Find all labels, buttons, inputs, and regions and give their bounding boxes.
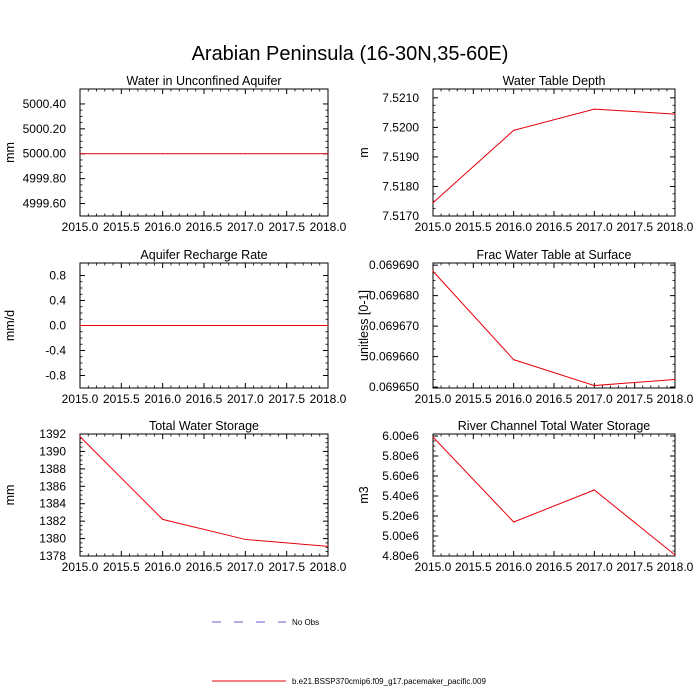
data-point	[327, 153, 328, 154]
data-point	[162, 519, 163, 520]
x-tick-label: 2018.0	[309, 392, 347, 406]
x-tick-label: 2017.5	[268, 392, 306, 406]
y-tick-label: 1390	[39, 444, 66, 459]
x-tick-label: 2017.5	[616, 560, 654, 574]
plot-frame	[433, 89, 675, 216]
x-tick-label: 2015.0	[61, 560, 99, 574]
legend-label: b.e21.BSSP370cmip6.f09_g17.pacemaker_pacific.009	[292, 677, 486, 686]
x-tick-label: 2017.5	[616, 392, 654, 406]
series-line	[433, 109, 675, 203]
data-point	[513, 130, 514, 131]
data-point	[327, 325, 328, 326]
series-line	[433, 437, 675, 555]
y-tick-label: 5.40e6	[382, 489, 419, 503]
data-point	[594, 108, 595, 109]
x-tick-label: 2015.5	[454, 560, 492, 574]
chart-panel	[3, 74, 347, 234]
data-point	[245, 539, 246, 540]
y-tick-label: 0.8	[49, 268, 66, 283]
panel-title: Water in Unconfined Aquifer	[126, 74, 282, 88]
data-point	[162, 325, 163, 326]
data-point	[594, 489, 595, 490]
y-tick-label: 5.80e6	[382, 449, 419, 463]
y-tick-label: 4999.80	[22, 171, 66, 186]
y-tick-label: 5000.20	[22, 121, 66, 136]
y-tick-label: 5.00e6	[382, 529, 419, 543]
y-tick-label: 4999.60	[22, 196, 66, 211]
figure-title: Arabian Peninsula (16-30N,35-60E)	[191, 43, 509, 65]
x-tick-label: 2017.0	[226, 560, 264, 574]
chart-panel	[357, 419, 694, 574]
x-tick-label: 2017.0	[226, 220, 264, 234]
y-axis-label: mm/d	[3, 309, 17, 342]
data-point	[432, 271, 433, 272]
chart-panel	[3, 248, 347, 406]
y-axis-label: m	[357, 147, 371, 158]
y-tick-label: 1386	[39, 479, 66, 494]
x-tick-label: 2015.0	[414, 392, 452, 406]
x-tick-label: 2016.0	[495, 560, 533, 574]
y-tick-label: 1392	[39, 427, 66, 441]
y-tick-label: -0.8	[45, 368, 66, 383]
data-point	[674, 379, 675, 380]
series-line	[433, 271, 675, 385]
chart-panel	[357, 248, 694, 406]
y-tick-label: 0.4	[49, 293, 66, 308]
x-tick-label: 2016.0	[144, 392, 182, 406]
y-tick-label: 5.20e6	[382, 509, 419, 523]
y-tick-label: 1380	[39, 531, 66, 546]
y-tick-label: 7.5180	[382, 179, 419, 194]
y-tick-label: 0.069670	[368, 319, 419, 334]
data-point	[162, 153, 163, 154]
y-tick-label: 1382	[39, 514, 66, 529]
panel-title: Total Water Storage	[148, 419, 260, 433]
y-axis-label: m3	[357, 486, 371, 504]
y-axis-label: unitless [0-1]	[357, 290, 371, 361]
data-point	[327, 546, 328, 547]
chart-panels	[3, 74, 694, 574]
y-tick-label: 1384	[39, 496, 66, 511]
data-point	[432, 202, 433, 203]
x-tick-label: 2015.0	[61, 392, 99, 406]
y-tick-label: 0.069650	[368, 380, 419, 395]
y-tick-label: 0.0	[49, 318, 66, 333]
x-tick-label: 2018.0	[656, 220, 694, 234]
y-tick-label: 7.5200	[382, 120, 419, 135]
chart-panel	[357, 74, 694, 234]
data-point	[674, 554, 675, 555]
y-tick-label: 0.069690	[368, 258, 419, 273]
x-tick-label: 2016.0	[144, 560, 182, 574]
panel-title: River Channel Total Water Storage	[457, 419, 651, 433]
y-tick-label: 5000.00	[22, 146, 66, 161]
data-point	[513, 521, 514, 522]
data-point	[594, 385, 595, 386]
x-tick-label: 2016.5	[185, 560, 223, 574]
x-tick-label: 2015.0	[414, 220, 452, 234]
panel-title: Aquifer Recharge Rate	[140, 248, 268, 262]
y-tick-label: 1388	[39, 461, 66, 476]
y-tick-label: -0.4	[45, 343, 66, 358]
plot-frame	[80, 89, 328, 216]
plot-frame	[433, 263, 675, 388]
legend-label: No Obs	[292, 618, 320, 627]
data-point	[245, 325, 246, 326]
y-axis-label: mm	[3, 142, 17, 163]
x-tick-label: 2015.5	[102, 220, 140, 234]
y-tick-label: 0.069680	[368, 288, 419, 303]
panel-title: Water Table Depth	[502, 74, 606, 88]
x-tick-label: 2015.5	[102, 392, 140, 406]
y-tick-label: 7.5170	[382, 209, 419, 223]
x-tick-label: 2017.5	[616, 220, 654, 234]
x-tick-label: 2017.0	[575, 220, 613, 234]
panel-title: Frac Water Table at Surface	[476, 248, 632, 262]
data-point	[79, 436, 80, 437]
x-tick-label: 2015.5	[454, 392, 492, 406]
x-tick-label: 2017.0	[575, 560, 613, 574]
x-tick-label: 2015.0	[61, 220, 99, 234]
data-point	[245, 153, 246, 154]
series-line	[80, 437, 328, 547]
x-tick-label: 2016.5	[535, 220, 573, 234]
x-tick-label: 2016.5	[535, 392, 573, 406]
x-tick-label: 2016.0	[144, 220, 182, 234]
x-tick-label: 2016.0	[495, 220, 533, 234]
x-tick-label: 2015.0	[414, 560, 452, 574]
x-tick-label: 2018.0	[309, 560, 347, 574]
x-tick-label: 2018.0	[656, 560, 694, 574]
x-tick-label: 2016.5	[185, 392, 223, 406]
chart-panel	[3, 419, 347, 574]
data-point	[432, 436, 433, 437]
x-tick-label: 2017.5	[268, 560, 306, 574]
y-tick-label: 6.00e6	[382, 429, 419, 443]
x-tick-label: 2015.5	[454, 220, 492, 234]
legend	[212, 618, 486, 686]
x-tick-label: 2017.0	[575, 392, 613, 406]
data-point	[513, 359, 514, 360]
y-tick-label: 7.5210	[382, 90, 419, 105]
y-axis-label: mm	[3, 484, 17, 506]
x-tick-label: 2018.0	[656, 392, 694, 406]
x-tick-label: 2017.5	[268, 220, 306, 234]
y-tick-label: 7.5190	[382, 149, 419, 164]
y-tick-label: 5.60e6	[382, 469, 419, 483]
x-tick-label: 2016.5	[185, 220, 223, 234]
y-tick-label: 0.069660	[368, 349, 419, 364]
plot-frame	[80, 434, 328, 556]
x-tick-label: 2016.0	[495, 392, 533, 406]
plot-frame	[433, 434, 675, 556]
y-tick-label: 4.80e6	[382, 549, 419, 563]
data-point	[674, 114, 675, 115]
data-point	[79, 153, 80, 154]
x-tick-label: 2016.5	[535, 560, 573, 574]
x-tick-label: 2015.5	[102, 560, 140, 574]
x-tick-label: 2017.0	[226, 392, 264, 406]
data-point	[79, 325, 80, 326]
x-tick-label: 2018.0	[309, 220, 347, 234]
y-tick-label: 5000.40	[22, 96, 66, 111]
y-tick-label: 1378	[39, 549, 66, 563]
